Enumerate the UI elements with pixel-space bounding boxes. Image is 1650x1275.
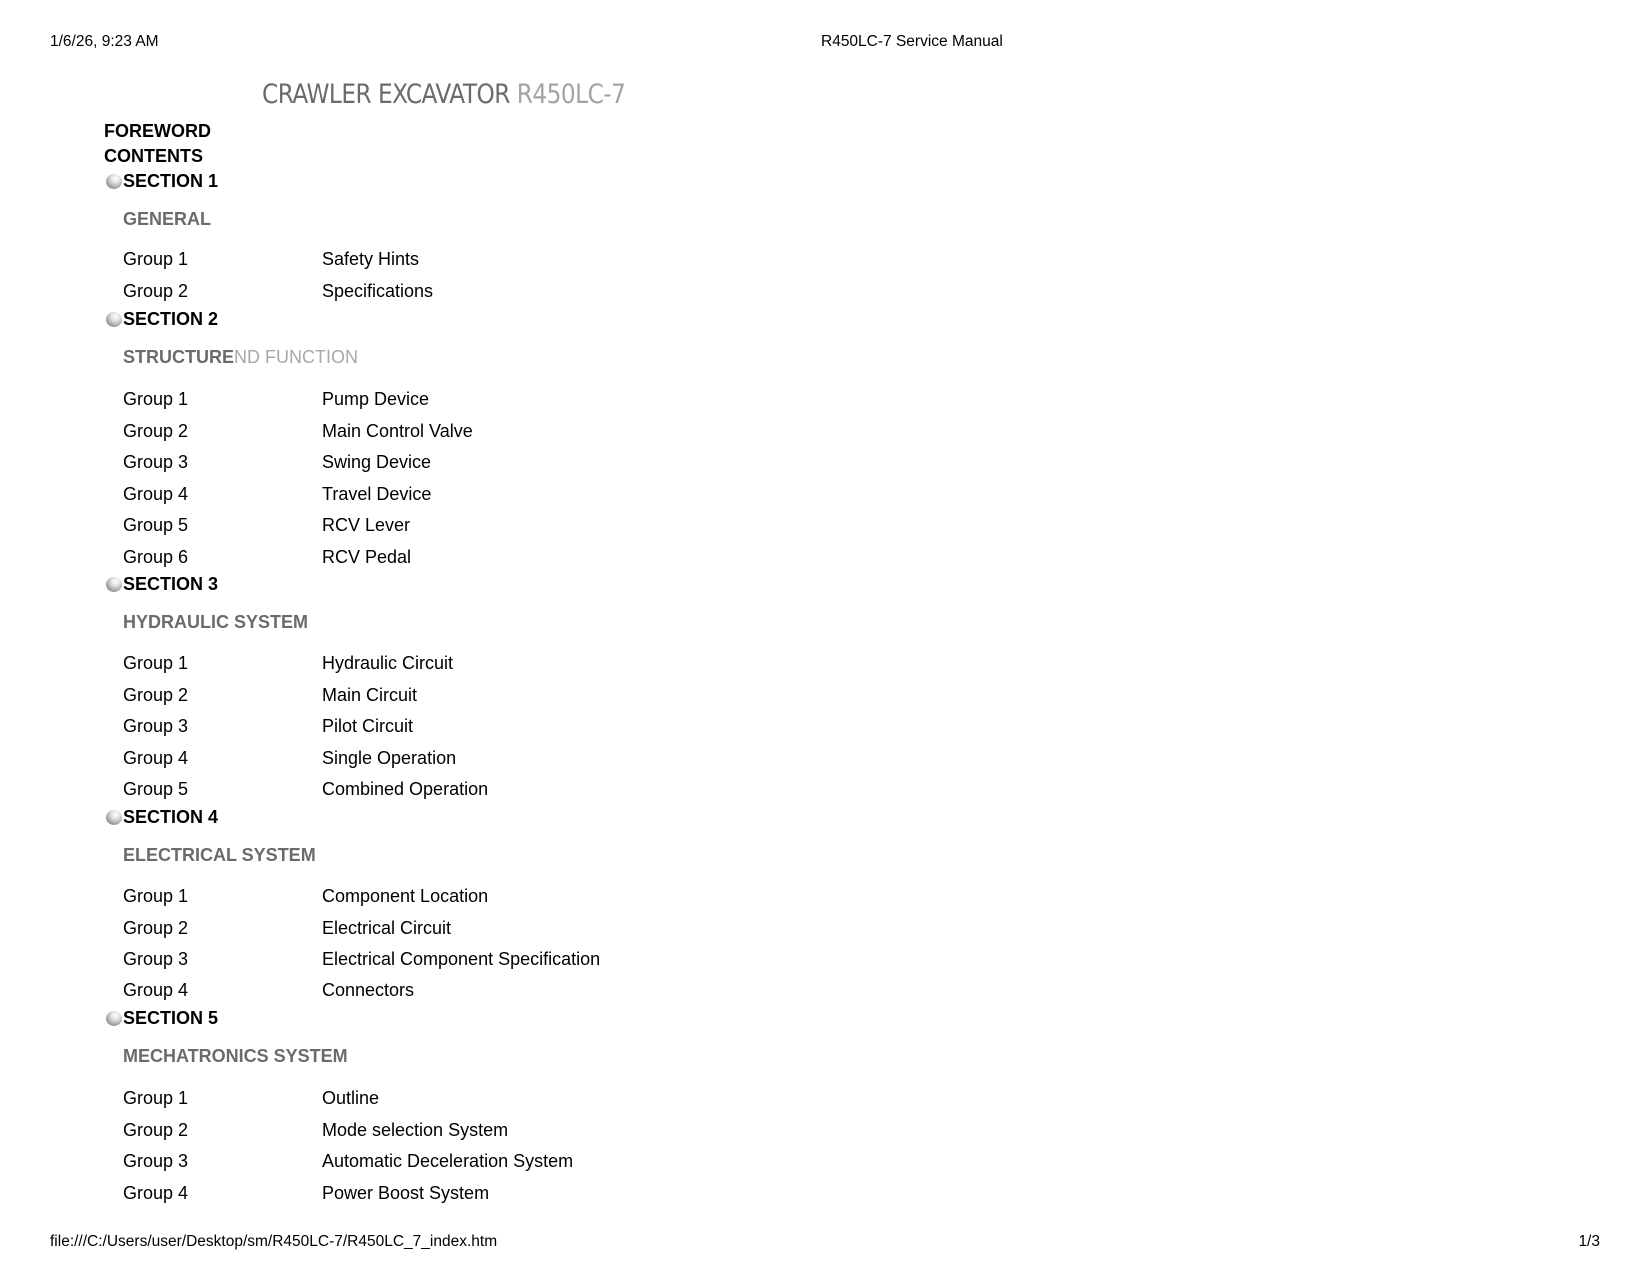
- document-title-model: R450LC-7: [516, 79, 626, 110]
- group-title: Single Operation: [322, 748, 457, 768]
- subtitle-text-light: ND FUNCTION: [234, 347, 358, 367]
- sphere-bullet-icon: [106, 577, 122, 592]
- group-title: Hydraulic Circuit: [322, 653, 454, 673]
- group-title: Pilot Circuit: [322, 716, 414, 736]
- group-title: RCV Pedal: [322, 547, 412, 567]
- section-3-subtitle: [123, 612, 308, 633]
- toc-row[interactable]: [123, 452, 431, 473]
- document-title-main: CRAWLER EXCAVATOR: [262, 79, 510, 110]
- group-number: Group 6: [123, 547, 189, 567]
- section-label: SECTION 5: [123, 1008, 219, 1028]
- subtitle-text: ELECTRICAL SYSTEM: [123, 845, 316, 865]
- toc-row[interactable]: [123, 281, 433, 302]
- group-number: Group 2: [123, 918, 189, 938]
- group-title: Power Boost System: [322, 1183, 490, 1203]
- print-url: file:///C:/Users/user/Desktop/sm/R450LC-7/R450LC_7_index.htm: [50, 1233, 498, 1250]
- toc-row[interactable]: [123, 918, 451, 939]
- group-number: Group 2: [123, 685, 189, 705]
- section-5-subtitle: [123, 1046, 348, 1067]
- toc-row[interactable]: [123, 980, 414, 1001]
- section-label: SECTION 2: [123, 309, 219, 329]
- toc-row[interactable]: [123, 249, 419, 270]
- group-title: Outline: [322, 1088, 380, 1108]
- subtitle-text: GENERAL: [123, 209, 212, 229]
- group-title: Safety Hints: [322, 249, 420, 269]
- foreword-link[interactable]: FOREWORD: [104, 121, 211, 141]
- group-number: Group 1: [123, 249, 189, 269]
- section-3-link[interactable]: [106, 574, 218, 595]
- toc-row[interactable]: [123, 1088, 379, 1109]
- group-title: Pump Device: [322, 389, 430, 409]
- subtitle-text: MECHATRONICS SYSTEM: [123, 1046, 348, 1066]
- contents-link[interactable]: CONTENTS: [104, 146, 203, 166]
- group-number: Group 2: [123, 1120, 189, 1140]
- group-number: Group 2: [123, 421, 189, 441]
- group-title: Electrical Circuit: [322, 918, 452, 938]
- group-number: Group 3: [123, 1151, 189, 1171]
- toc-row[interactable]: [123, 886, 488, 907]
- group-title: Electrical Component Specification: [322, 949, 601, 969]
- group-title: Combined Operation: [322, 779, 489, 799]
- print-page-title: R450LC-7 Service Manual: [821, 33, 1003, 50]
- group-title: Component Location: [322, 886, 489, 906]
- toc-row[interactable]: [123, 515, 410, 536]
- group-number: Group 3: [123, 716, 189, 736]
- section-1-link[interactable]: [106, 171, 218, 192]
- section-4-link[interactable]: [106, 807, 218, 828]
- subtitle-text: STRUCTURE: [123, 347, 234, 367]
- group-number: Group 1: [123, 389, 189, 409]
- toc-row[interactable]: [123, 685, 417, 706]
- section-label: SECTION 3: [123, 574, 219, 594]
- section-2-subtitle: [123, 347, 358, 368]
- toc-row[interactable]: [123, 1183, 489, 1204]
- toc-row[interactable]: [123, 779, 488, 800]
- sphere-bullet-icon: [106, 810, 122, 825]
- toc-row[interactable]: [123, 748, 456, 769]
- toc-row[interactable]: [123, 716, 413, 737]
- group-number: Group 4: [123, 1183, 189, 1203]
- group-title: Automatic Deceleration System: [322, 1151, 574, 1171]
- group-number: Group 1: [123, 1088, 189, 1108]
- subtitle-text: HYDRAULIC SYSTEM: [123, 612, 309, 632]
- group-title: Main Control Valve: [322, 421, 473, 441]
- print-page-number: 1/3: [1578, 1233, 1600, 1250]
- toc-row[interactable]: [123, 1151, 573, 1172]
- toc-row[interactable]: [123, 484, 431, 505]
- section-2-link[interactable]: [106, 309, 218, 330]
- sphere-bullet-icon: [106, 174, 122, 189]
- group-number: Group 4: [123, 980, 189, 1000]
- group-number: Group 2: [123, 281, 189, 301]
- group-title: Main Circuit: [322, 685, 418, 705]
- section-5-link[interactable]: [106, 1008, 218, 1029]
- document-title: [262, 79, 625, 110]
- group-title: RCV Lever: [322, 515, 411, 535]
- section-label: SECTION 1: [123, 171, 219, 191]
- group-number: Group 5: [123, 779, 189, 799]
- toc-row[interactable]: [123, 949, 600, 970]
- sphere-bullet-icon: [106, 1011, 122, 1026]
- group-number: Group 3: [123, 452, 189, 472]
- group-number: Group 4: [123, 484, 189, 504]
- group-number: Group 5: [123, 515, 189, 535]
- toc-row[interactable]: [123, 653, 453, 674]
- toc-row[interactable]: [123, 547, 411, 568]
- toc-row[interactable]: [123, 1120, 508, 1141]
- group-title: Specifications: [322, 281, 434, 301]
- toc-row[interactable]: [123, 389, 429, 410]
- toc-row[interactable]: [123, 421, 473, 442]
- print-datetime: 1/6/26, 9:23 AM: [50, 33, 159, 50]
- group-number: Group 4: [123, 748, 189, 768]
- section-label: SECTION 4: [123, 807, 219, 827]
- group-title: Mode selection System: [322, 1120, 509, 1140]
- section-1-subtitle: [123, 209, 211, 230]
- sphere-bullet-icon: [106, 312, 122, 327]
- group-title: Swing Device: [322, 452, 432, 472]
- section-4-subtitle: [123, 845, 316, 866]
- group-number: Group 1: [123, 886, 189, 906]
- group-number: Group 3: [123, 949, 189, 969]
- group-title: Travel Device: [322, 484, 432, 504]
- group-title: Connectors: [322, 980, 415, 1000]
- group-number: Group 1: [123, 653, 189, 673]
